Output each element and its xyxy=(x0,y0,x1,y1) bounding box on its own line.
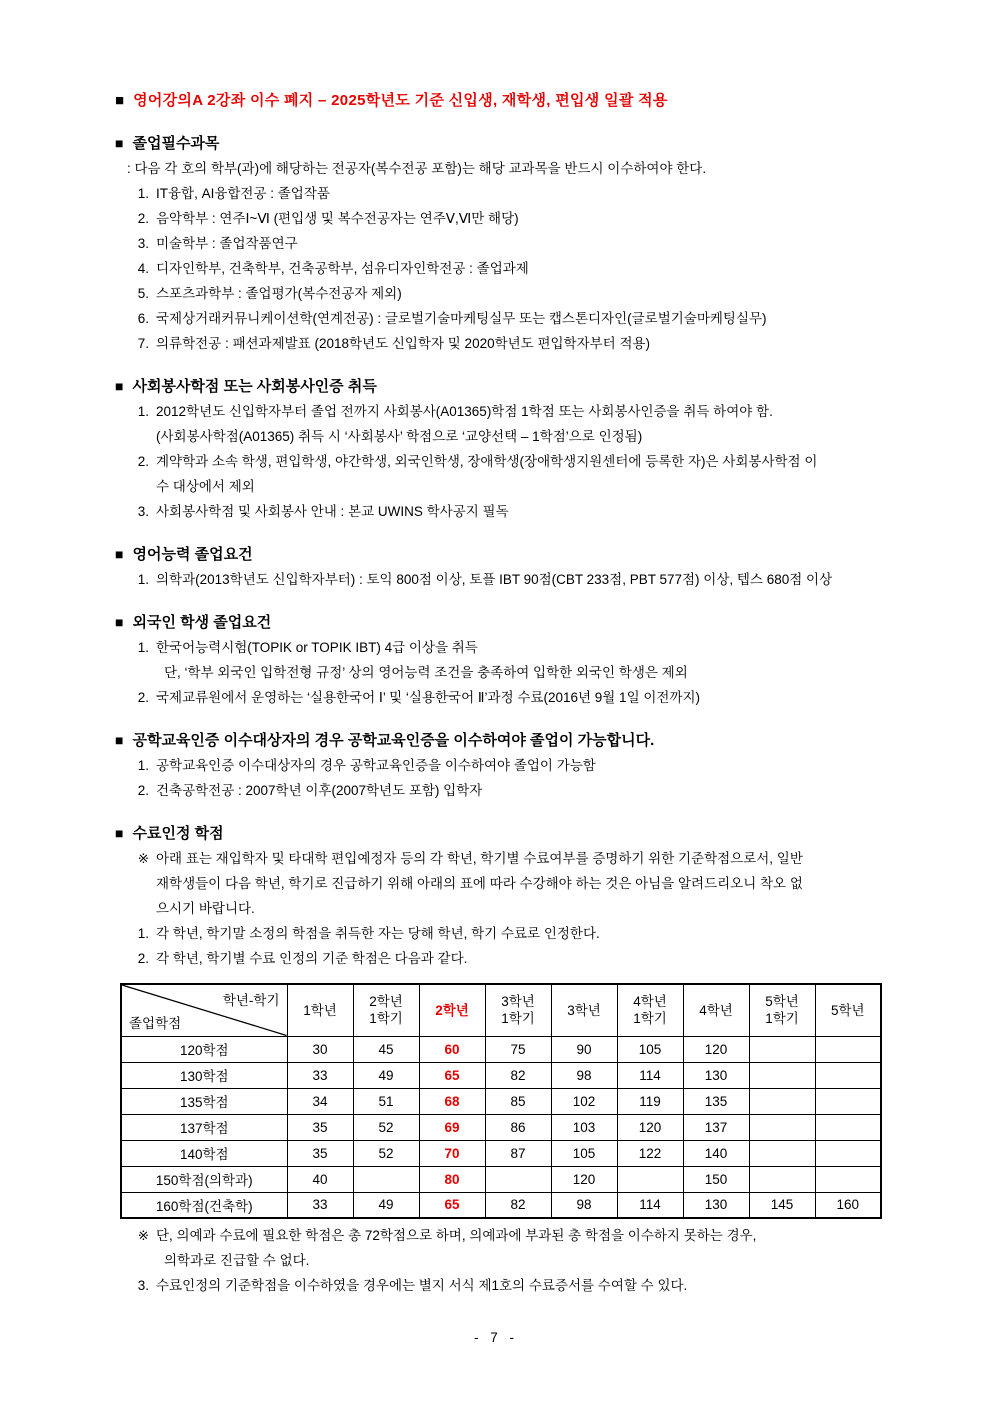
note-text: 의학과로 진급할 수 없다. xyxy=(164,1253,310,1268)
header-line: 1학기 xyxy=(369,1011,403,1027)
table-cell: 49 xyxy=(353,1062,419,1088)
header-line: 3학년 xyxy=(567,1002,601,1018)
table-row xyxy=(121,1192,881,1218)
list-item xyxy=(115,778,893,803)
table-cell-highlighted: 70 xyxy=(419,1140,485,1166)
table-cell xyxy=(749,1088,815,1114)
page-number: - 7 - xyxy=(473,1330,518,1345)
list-item xyxy=(115,206,893,231)
section-heading xyxy=(115,821,893,846)
table-row xyxy=(121,1088,881,1114)
table-header-cell xyxy=(617,984,683,1036)
table-cell: 150 xyxy=(683,1166,749,1192)
table-row xyxy=(121,1036,881,1062)
section-heading xyxy=(115,374,893,399)
table-cell: 33 xyxy=(287,1062,353,1088)
header-line: 5학년 xyxy=(830,1002,865,1018)
table-cell: 82 xyxy=(485,1192,551,1218)
table-corner-cell xyxy=(121,984,287,1036)
item-number: 2. xyxy=(137,454,149,469)
page-title-text: 영어강의A 2강좌 이수 폐지 – 2025학년도 기준 신입생, 재학생, 편입생 일괄 적용 xyxy=(133,92,668,109)
list-item xyxy=(115,635,893,660)
item-text: (사회봉사학점(A01365) 취득 시 ‘사회봉사’ 학점으로 ‘교양선택 – 1학점’으로 인정됨) xyxy=(156,429,643,444)
table-cell: 49 xyxy=(353,1192,419,1218)
item-text: 단, ‘학부 외국인 입학전형 규정’ 상의 영어능력 조건을 충족하여 입학한 외국인 학생은 제외 xyxy=(164,665,688,680)
table-cell: 114 xyxy=(617,1062,683,1088)
list-item xyxy=(115,946,893,971)
note-marker: ※ xyxy=(137,1228,149,1243)
table-row xyxy=(121,1166,881,1192)
item-number: 6. xyxy=(137,311,149,326)
table-cell-highlighted: 80 xyxy=(419,1166,485,1192)
item-text: 한국어능력시험(TOPIK or TOPIK IBT) 4급 이상을 취득 xyxy=(156,640,478,655)
section-heading-text: 외국인 학생 졸업요건 xyxy=(132,614,272,631)
item-text: 미술학부 : 졸업작품연구 xyxy=(156,236,298,251)
header-line: 4학년 xyxy=(633,994,667,1010)
table-cell: 145 xyxy=(749,1192,815,1218)
section-foreign-student-requirement xyxy=(115,610,893,710)
section-heading-text: 수료인정 학점 xyxy=(132,825,224,842)
list-item xyxy=(115,1273,893,1298)
table-cell xyxy=(815,1036,881,1062)
item-number: 2. xyxy=(137,951,149,966)
section-abeek xyxy=(115,728,893,803)
header-line: 4학년 xyxy=(699,1002,733,1018)
item-number: 5. xyxy=(137,286,149,301)
table-cell: 82 xyxy=(485,1062,551,1088)
section-social-service xyxy=(115,374,893,524)
header-line: 2학년 xyxy=(435,1002,469,1018)
item-text: 각 학년, 학기별 수료 인정의 기준 학점은 다음과 같다. xyxy=(156,951,468,966)
table-cell: 86 xyxy=(485,1114,551,1140)
header-line: 1학기 xyxy=(501,1011,535,1027)
square-bullet-icon: ■ xyxy=(115,732,124,748)
list-item xyxy=(115,256,893,281)
table-cell-highlighted: 68 xyxy=(419,1088,485,1114)
table-cell: 119 xyxy=(617,1088,683,1114)
table-cell-highlighted: 60 xyxy=(419,1036,485,1062)
table-cell: 120 xyxy=(617,1114,683,1140)
table-cell: 130 xyxy=(683,1192,749,1218)
header-line: 5학년 xyxy=(765,994,799,1010)
table-header-cell xyxy=(551,984,617,1036)
table-cell: 137 xyxy=(683,1114,749,1140)
list-item xyxy=(115,181,893,206)
corner-label-bottom: 졸업학점 xyxy=(129,1015,182,1031)
table-cell: 34 xyxy=(287,1088,353,1114)
section-heading-text: 공학교육인증 이수대상자의 경우 공학교육인증을 이수하여야 졸업이 가능합니다. xyxy=(132,732,655,749)
table-cell-highlighted: 65 xyxy=(419,1192,485,1218)
note-line-continuation xyxy=(115,871,893,896)
item-text: 국제교류원에서 운영하는 ‘실용한국어 Ⅰ’ 및 ‘실용한국어 Ⅱ’과정 수료(2016년 9월 1일 이전까지) xyxy=(156,690,701,705)
section-heading-text: 사회봉사학점 또는 사회봉사인증 취득 xyxy=(132,378,377,395)
list-item-continuation xyxy=(115,660,893,685)
item-number: 1. xyxy=(137,926,149,941)
section-heading xyxy=(115,728,893,753)
table-header-cell xyxy=(353,984,419,1036)
note-text: 재학생들이 다음 학년, 학기로 진급하기 위해 아래의 표에 따라 수강해야 하는 것은 아님을 알려드리오니 착오 없 xyxy=(156,876,803,891)
table-cell-highlighted: 65 xyxy=(419,1062,485,1088)
table-cell xyxy=(815,1062,881,1088)
square-bullet-icon: ■ xyxy=(115,378,124,394)
table-footnotes xyxy=(115,1223,893,1298)
note-line-continuation xyxy=(115,896,893,921)
item-text: 공학교육인증 이수대상자의 경우 공학교육인증을 이수하여야 졸업이 가능함 xyxy=(156,758,596,773)
item-text: 각 학년, 학기말 소정의 학점을 취득한 자는 당해 학년, 학기 수료로 인정한다. xyxy=(156,926,600,941)
table-row-label: 135학점 xyxy=(121,1088,287,1114)
section-completion-credits xyxy=(115,821,893,1298)
table-cell: 35 xyxy=(287,1140,353,1166)
item-text: 2012학년도 신입학자부터 졸업 전까지 사회봉사(A01365)학점 1학점 또는 사회봉사인증을 취득 하여야 함. xyxy=(156,404,773,419)
header-line: 1학년 xyxy=(303,1002,337,1018)
square-bullet-icon: ■ xyxy=(115,92,125,109)
item-text: 수 대상에서 제외 xyxy=(156,479,255,494)
table-cell: 90 xyxy=(551,1036,617,1062)
table-cell: 45 xyxy=(353,1036,419,1062)
list-item-continuation xyxy=(115,474,893,499)
item-number: 2. xyxy=(137,783,149,798)
table-cell: 120 xyxy=(551,1166,617,1192)
item-text: 의학과(2013학년도 신입학자부터) : 토익 800점 이상, 토플 IBT 90점(CBT 233점, PBT 577점) 이상, 텝스 680점 이상 xyxy=(156,572,833,587)
item-number: 1. xyxy=(137,572,149,587)
table-cell: 75 xyxy=(485,1036,551,1062)
table-cell: 114 xyxy=(617,1192,683,1218)
note-marker: ※ xyxy=(137,851,149,866)
table-header-row xyxy=(121,984,881,1036)
table-cell: 105 xyxy=(617,1036,683,1062)
table-cell: 52 xyxy=(353,1114,419,1140)
table-header-cell xyxy=(683,984,749,1036)
note-line xyxy=(115,1223,893,1248)
table-row-label: 120학점 xyxy=(121,1036,287,1062)
note-text: 단, 의예과 수료에 필요한 학점은 총 72학점으로 하며, 의예과에 부과된 총 학점을 이수하지 못하는 경우, xyxy=(156,1228,757,1243)
item-number: 2. xyxy=(137,690,149,705)
header-line: 3학년 xyxy=(501,994,535,1010)
table-row xyxy=(121,1114,881,1140)
list-item xyxy=(115,449,893,474)
table-cell: 52 xyxy=(353,1140,419,1166)
list-item xyxy=(115,499,893,524)
item-number: 2. xyxy=(137,211,149,226)
item-number: 1. xyxy=(137,758,149,773)
table-cell: 102 xyxy=(551,1088,617,1114)
item-number: 7. xyxy=(137,336,149,351)
list-item xyxy=(115,567,893,592)
note-line xyxy=(115,846,893,871)
table-cell: 135 xyxy=(683,1088,749,1114)
table-cell: 33 xyxy=(287,1192,353,1218)
header-line: 2학년 xyxy=(369,994,403,1010)
header-line: 1학기 xyxy=(633,1011,667,1027)
table-cell xyxy=(815,1088,881,1114)
table-cell: 85 xyxy=(485,1088,551,1114)
item-text: 수료인정의 기준학점을 이수하였을 경우에는 별지 서식 제1호의 수료증서를 수여할 수 있다. xyxy=(156,1278,688,1293)
square-bullet-icon: ■ xyxy=(115,546,124,562)
table-cell: 122 xyxy=(617,1140,683,1166)
table-cell: 130 xyxy=(683,1062,749,1088)
item-text: IT융합, AI융합전공 : 졸업작품 xyxy=(156,186,330,201)
table-header-cell-highlighted xyxy=(419,984,485,1036)
table-row-label: 137학점 xyxy=(121,1114,287,1140)
section-heading xyxy=(115,131,893,156)
table-row-label: 150학점(의학과) xyxy=(121,1166,287,1192)
table-cell xyxy=(815,1114,881,1140)
item-text: 국제상거래커뮤니케이션학(연계전공) : 글로벌기술마케팅실무 또는 캡스톤디자인(글로벌기술마케팅실무) xyxy=(156,311,767,326)
corner-label-top: 학년-학기 xyxy=(222,993,280,1008)
square-bullet-icon: ■ xyxy=(115,614,124,630)
table-row-label: 140학점 xyxy=(121,1140,287,1166)
table-cell: 35 xyxy=(287,1114,353,1140)
table-cell xyxy=(815,1140,881,1166)
list-item xyxy=(115,306,893,331)
table-cell: 120 xyxy=(683,1036,749,1062)
list-item-continuation xyxy=(115,424,893,449)
table-cell xyxy=(617,1166,683,1192)
item-number: 1. xyxy=(137,640,149,655)
table-cell: 140 xyxy=(683,1140,749,1166)
table-cell xyxy=(353,1166,419,1192)
item-number: 1. xyxy=(137,186,149,201)
table-cell: 40 xyxy=(287,1166,353,1192)
item-text: 건축공학전공 : 2007학년 이후(2007학년도 포함) 입학자 xyxy=(156,783,483,798)
table-cell: 105 xyxy=(551,1140,617,1166)
table-cell: 87 xyxy=(485,1140,551,1166)
square-bullet-icon: ■ xyxy=(115,135,124,151)
table-cell xyxy=(749,1114,815,1140)
table-header-cell xyxy=(749,984,815,1036)
list-item xyxy=(115,753,893,778)
note-text: 으시기 바랍니다. xyxy=(156,901,255,916)
table-cell xyxy=(749,1036,815,1062)
table-header-cell xyxy=(287,984,353,1036)
section-heading xyxy=(115,610,893,635)
table-cell xyxy=(749,1166,815,1192)
table-header-cell xyxy=(815,984,881,1036)
item-number: 1. xyxy=(137,404,149,419)
table-header-cell xyxy=(485,984,551,1036)
page-title xyxy=(115,88,893,113)
list-item xyxy=(115,685,893,710)
list-item xyxy=(115,331,893,356)
table-cell: 98 xyxy=(551,1062,617,1088)
item-text: 스포츠과학부 : 졸업평가(복수전공자 제외) xyxy=(156,286,402,301)
completion-credit-table xyxy=(120,983,882,1219)
list-item xyxy=(115,921,893,946)
item-text: 사회봉사학점 및 사회봉사 안내 : 본교 UWINS 학사공지 필독 xyxy=(156,504,509,519)
item-text: 계약학과 소속 학생, 편입학생, 야간학생, 외국인학생, 장애학생(장애학생지원센터에 등록한 자)은 사회봉사학점 이 xyxy=(156,454,818,469)
list-item xyxy=(115,281,893,306)
section-english-requirement xyxy=(115,542,893,592)
table-cell xyxy=(485,1166,551,1192)
table-cell: 30 xyxy=(287,1036,353,1062)
item-text: 음악학부 : 연주Ⅰ~Ⅵ (편입생 및 복수전공자는 연주Ⅴ,Ⅵ만 해당) xyxy=(156,211,519,226)
table-row-label: 160학점(건축학) xyxy=(121,1192,287,1218)
note-text: 아래 표는 재입학자 및 타대학 편입예정자 등의 각 학년, 학기별 수료여부를 증명하기 위한 기준학점으로서, 일반 xyxy=(156,851,803,866)
item-number: 3. xyxy=(137,236,149,251)
table-cell: 98 xyxy=(551,1192,617,1218)
section-heading-text: 졸업필수과목 xyxy=(132,135,220,152)
list-item xyxy=(115,399,893,424)
note-line-continuation xyxy=(115,1248,893,1273)
item-text: 의류학전공 : 패션과제발표 (2018학년도 신입학자 및 2020학년도 편입학자부터 적용) xyxy=(156,336,651,351)
table-cell: 51 xyxy=(353,1088,419,1114)
document-body xyxy=(115,88,893,1298)
table-cell xyxy=(749,1062,815,1088)
section-heading-text: 영어능력 졸업요건 xyxy=(132,546,253,563)
list-item xyxy=(115,231,893,256)
section-intro: : 다음 각 호의 학부(과)에 해당하는 전공자(복수전공 포함)는 해당 교과목을 반드시 이수하여야 한다. xyxy=(127,161,707,176)
table-row-label: 130학점 xyxy=(121,1062,287,1088)
table-cell: 160 xyxy=(815,1192,881,1218)
table-cell-highlighted: 69 xyxy=(419,1114,485,1140)
item-number: 4. xyxy=(137,261,149,276)
section-required-courses xyxy=(115,131,893,356)
table-cell xyxy=(749,1140,815,1166)
item-number: 3. xyxy=(137,504,149,519)
square-bullet-icon: ■ xyxy=(115,825,124,841)
item-number: 3. xyxy=(137,1278,149,1293)
item-text: 디자인학부, 건축학부, 건축공학부, 섬유디자인학전공 : 졸업과제 xyxy=(156,261,529,276)
table-row xyxy=(121,1140,881,1166)
header-line: 1학기 xyxy=(765,1011,799,1027)
table-cell xyxy=(815,1166,881,1192)
section-heading xyxy=(115,542,893,567)
table-row xyxy=(121,1062,881,1088)
table-cell: 103 xyxy=(551,1114,617,1140)
